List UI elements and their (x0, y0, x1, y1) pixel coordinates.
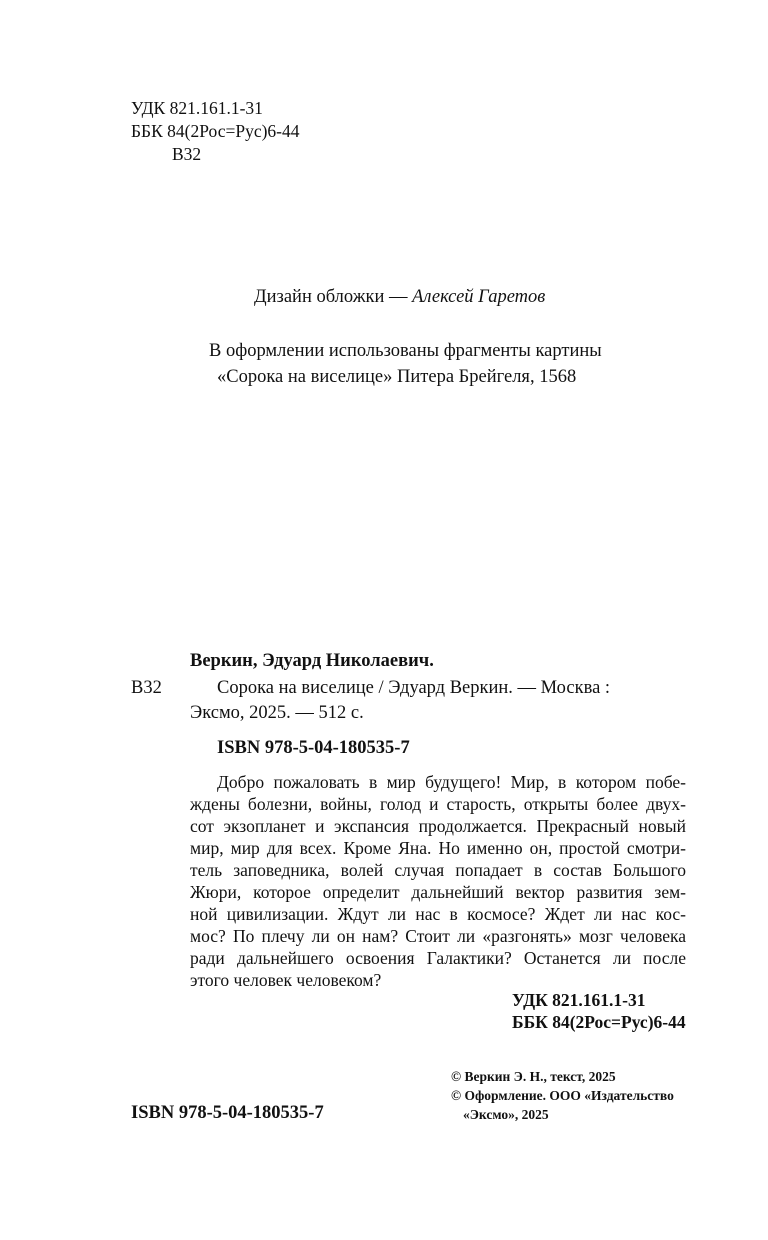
biblio-isbn: ISBN 978-5-04-180535-7 (217, 738, 410, 758)
annotation-line: сот экзопланет и экспансия продолжается. Прекрасный новый (190, 816, 686, 836)
annotation-line: Жюри, которое определит дальнейший вектор развития зем- (190, 882, 686, 902)
annotation-block (190, 771, 686, 991)
annotation-line: Добро пожаловать в мир будущего! Мир, в котором побе- (217, 772, 686, 792)
biblio-author-mark: В32 (131, 678, 162, 698)
cover-designer-name: Алексей Гаретов (412, 287, 546, 307)
copyright-design: © Оформление. ООО «Издательство (451, 1088, 674, 1103)
footer-isbn: ISBN 978-5-04-180535-7 (131, 1103, 324, 1123)
annotation-line: ной цивилизации. Ждут ли нас в космосе? Ждет ли нас кос- (190, 904, 686, 924)
annotation-line: ради дальнейшего освоения Галактики? Останется ли после (190, 948, 686, 968)
fragments-note-line2: «Сорока на виселице» Питера Брейгеля, 1568 (217, 367, 577, 387)
annotation-line: мос? По плечу ли он нам? Стоит ли «разгонять» мозг человека (190, 926, 686, 946)
annotation-line: ждены болезни, войны, голод и старость, открыты более двух- (190, 794, 686, 814)
annotation-line: мир, мир для всех. Кроме Яна. Но именно он, простой смотри- (190, 838, 686, 858)
annotation-line: тель заповедника, волей случая попадает в состав Большого (190, 860, 686, 880)
biblio-publisher-line: Эксмо, 2025. — 512 с. (190, 703, 364, 723)
cover-design-label: Дизайн обложки — (254, 287, 413, 307)
cover-design-credit (254, 286, 545, 308)
copyright-publisher: «Эксмо», 2025 (463, 1107, 549, 1122)
author-mark: В32 (172, 144, 202, 164)
fragments-note-line1: В оформлении использованы фрагменты картины (209, 341, 602, 361)
biblio-title-line: Сорока на виселице / Эдуард Веркин. — Москва : (217, 678, 611, 698)
annotation-line: этого человек человеком? (190, 970, 382, 990)
udk-code: УДК 821.161.1-31 (131, 98, 263, 118)
bottom-bbk-code: ББК 84(2Рос=Рус)6-44 (512, 1012, 686, 1032)
author-heading: Веркин, Эдуард Николаевич. (190, 651, 434, 671)
bbk-code: ББК 84(2Рос=Рус)6-44 (131, 121, 300, 141)
bottom-udk-code: УДК 821.161.1-31 (512, 990, 646, 1010)
copyright-text: © Веркин Э. Н., текст, 2025 (451, 1069, 616, 1084)
